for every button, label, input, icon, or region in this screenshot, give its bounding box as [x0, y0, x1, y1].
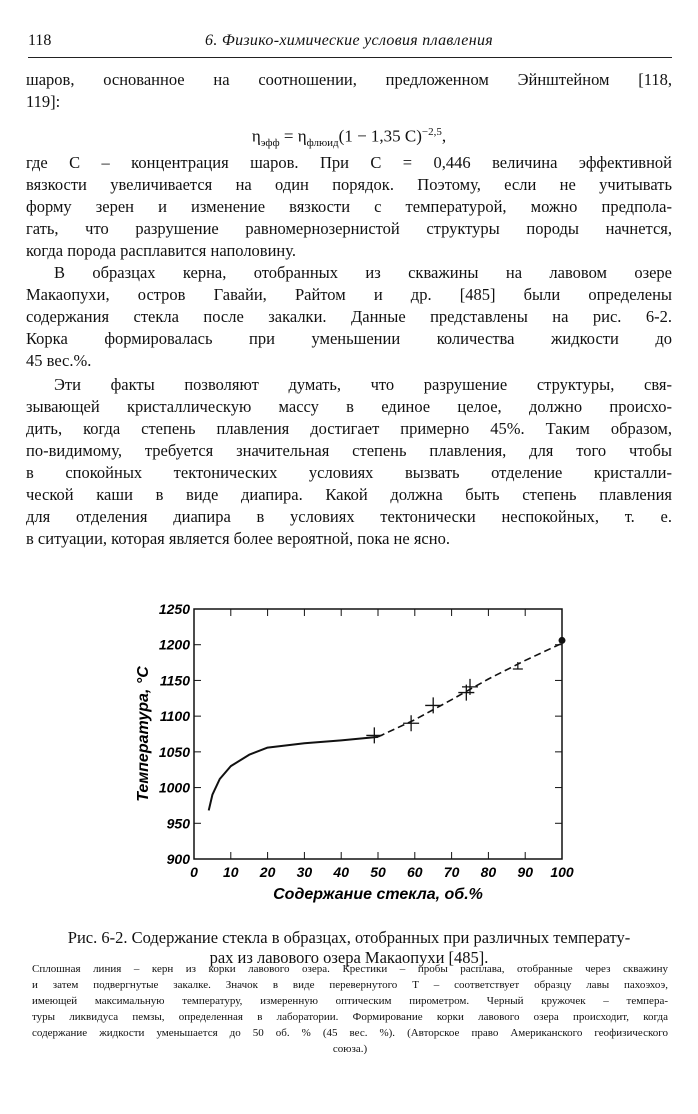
x-tick-label: 30: [296, 864, 313, 880]
y-axis-label: Температура, °C: [135, 666, 152, 802]
x-tick-label: 90: [517, 864, 533, 880]
caption-note-line: Сплошная линия – керн из корки лавового озера. Крестики – пробы расплава, отобранные через скважину: [32, 963, 668, 975]
x-tick-label: 50: [370, 864, 386, 880]
text-line: по-видимому, требуется значительная степень плавления, для того чтобы: [26, 441, 672, 460]
text-line: вязкости увеличивается на один порядок. Поэтому, если не учитывать: [26, 175, 672, 194]
text-line: где C – концентрация шаров. При C = 0,446 величина эффективной: [26, 153, 672, 172]
header-rule: [28, 57, 672, 58]
text-line: зывающей кристаллическую массу в единое целое, должно происхо-: [26, 397, 672, 416]
text-line: гать, что разрушение равномернозернистой структуры породы начнется,: [26, 219, 672, 238]
caption-title-line: рах из лавового озера Макаопухи [485].: [209, 948, 489, 967]
text-line: 45 вес.%.: [26, 351, 92, 370]
text-line: Корка формировалась при уменьшении количества жидкости до: [26, 329, 672, 348]
text-line: В образцах керна, отобранных из скважины на лавовом озере: [54, 263, 672, 282]
y-tick-label: 950: [166, 815, 190, 832]
x-axis-label: Содержание стекла, об.%: [273, 886, 483, 903]
plot-frame: [194, 609, 562, 859]
formula-exponent: −2,5: [421, 126, 442, 138]
text-line: Эти факты позволяют думать, что разрушение структуры, свя-: [54, 375, 672, 394]
text-line: форму зерен и изменение вязкости с температурой, можно предпола-: [26, 197, 672, 216]
text-line: содержания стекла после закалки. Данные представлены на рис. 6-2.: [26, 307, 672, 326]
text-line: в ситуации, которая является более вероятной, пока не ясно.: [26, 529, 450, 548]
caption-note-line: содержание жидкости уменьшается до 50 об. % (45 вес. %). (Авторское право Американского геофизического: [32, 1027, 668, 1039]
x-tick-label: 80: [480, 864, 497, 880]
y-tick-label: 1000: [158, 779, 190, 796]
caption-note-line: и затем подвергнутые закалке. Значок в виде перевернутого Т – соответствует образцу лавы пахоэхоэ,: [32, 979, 668, 991]
einstein-formula: [0, 126, 698, 149]
formula-eq: =: [279, 126, 298, 146]
caption-note-line: союза.): [332, 1043, 368, 1055]
solid-curve: [209, 737, 378, 811]
caption-note-line: имеющей максимальную температуру, измеренную оптическим пирометром. Черный кружочек – темпера-: [32, 995, 668, 1007]
x-tick-label: 0: [190, 864, 198, 880]
y-tick-label: 1250: [158, 601, 190, 617]
x-tick-label: 100: [550, 864, 574, 880]
dot-marker: [559, 637, 566, 644]
cross-marker: [403, 715, 419, 731]
inverted-t-marker: [513, 662, 523, 669]
y-tick-label: 1150: [159, 672, 190, 689]
x-tick-label: 10: [223, 864, 239, 880]
formula-eta: η: [297, 126, 307, 146]
text-line: шаров, основанное на соотношении, предложенном Эйнштейном [118,: [26, 70, 672, 89]
text-line: когда порода расплавится наполовину.: [26, 241, 296, 260]
text-line: для отделения диапира в условиях тектонически неспокойных, т. е.: [26, 507, 672, 526]
y-tick-label: 1200: [158, 636, 190, 653]
text-line: 119]:: [26, 92, 61, 111]
text-line: ческой каши в виде диапира. Какой должна быть степень плавления: [26, 485, 672, 504]
y-tick-label: 1100: [159, 708, 190, 725]
caption-note-line: туры ликвидуса пемзы, определенная в лаборатории. Формирование корки лавового озера происходит, когда: [32, 1011, 668, 1023]
text-line: дить, когда степень плавления достигает примерно 45%. Таким образом,: [26, 419, 672, 438]
x-tick-label: 40: [333, 864, 349, 880]
figure-6-2-chart: [0, 560, 698, 910]
x-tick-label: 70: [443, 864, 460, 880]
text-line: в спокойных тектонических условиях вызвать отделение кристалли-: [26, 463, 672, 482]
formula-tail: ,: [441, 126, 447, 146]
y-tick-label: 1050: [158, 743, 190, 760]
formula-sub-fluid: флюид: [306, 137, 339, 150]
caption-title-line: Рис. 6-2. Содержание стекла в образцах, отобранных при различных температу-: [67, 928, 631, 947]
running-title: 6. Физико-химические условия плавления: [205, 32, 493, 49]
formula-body: (1 − 1,35 C): [338, 126, 422, 146]
text-line: Макаопухи, остров Гавайи, Райтом и др. [485] были определены: [26, 285, 672, 304]
y-tick-label: 900: [166, 851, 190, 867]
page-number: 118: [28, 32, 52, 49]
cross-marker: [425, 697, 441, 713]
x-tick-label: 60: [407, 864, 423, 880]
x-tick-label: 20: [259, 864, 276, 880]
formula-sub-eff: эфф: [260, 137, 280, 150]
formula-eta: η: [251, 126, 261, 146]
cross-marker: [366, 727, 382, 743]
